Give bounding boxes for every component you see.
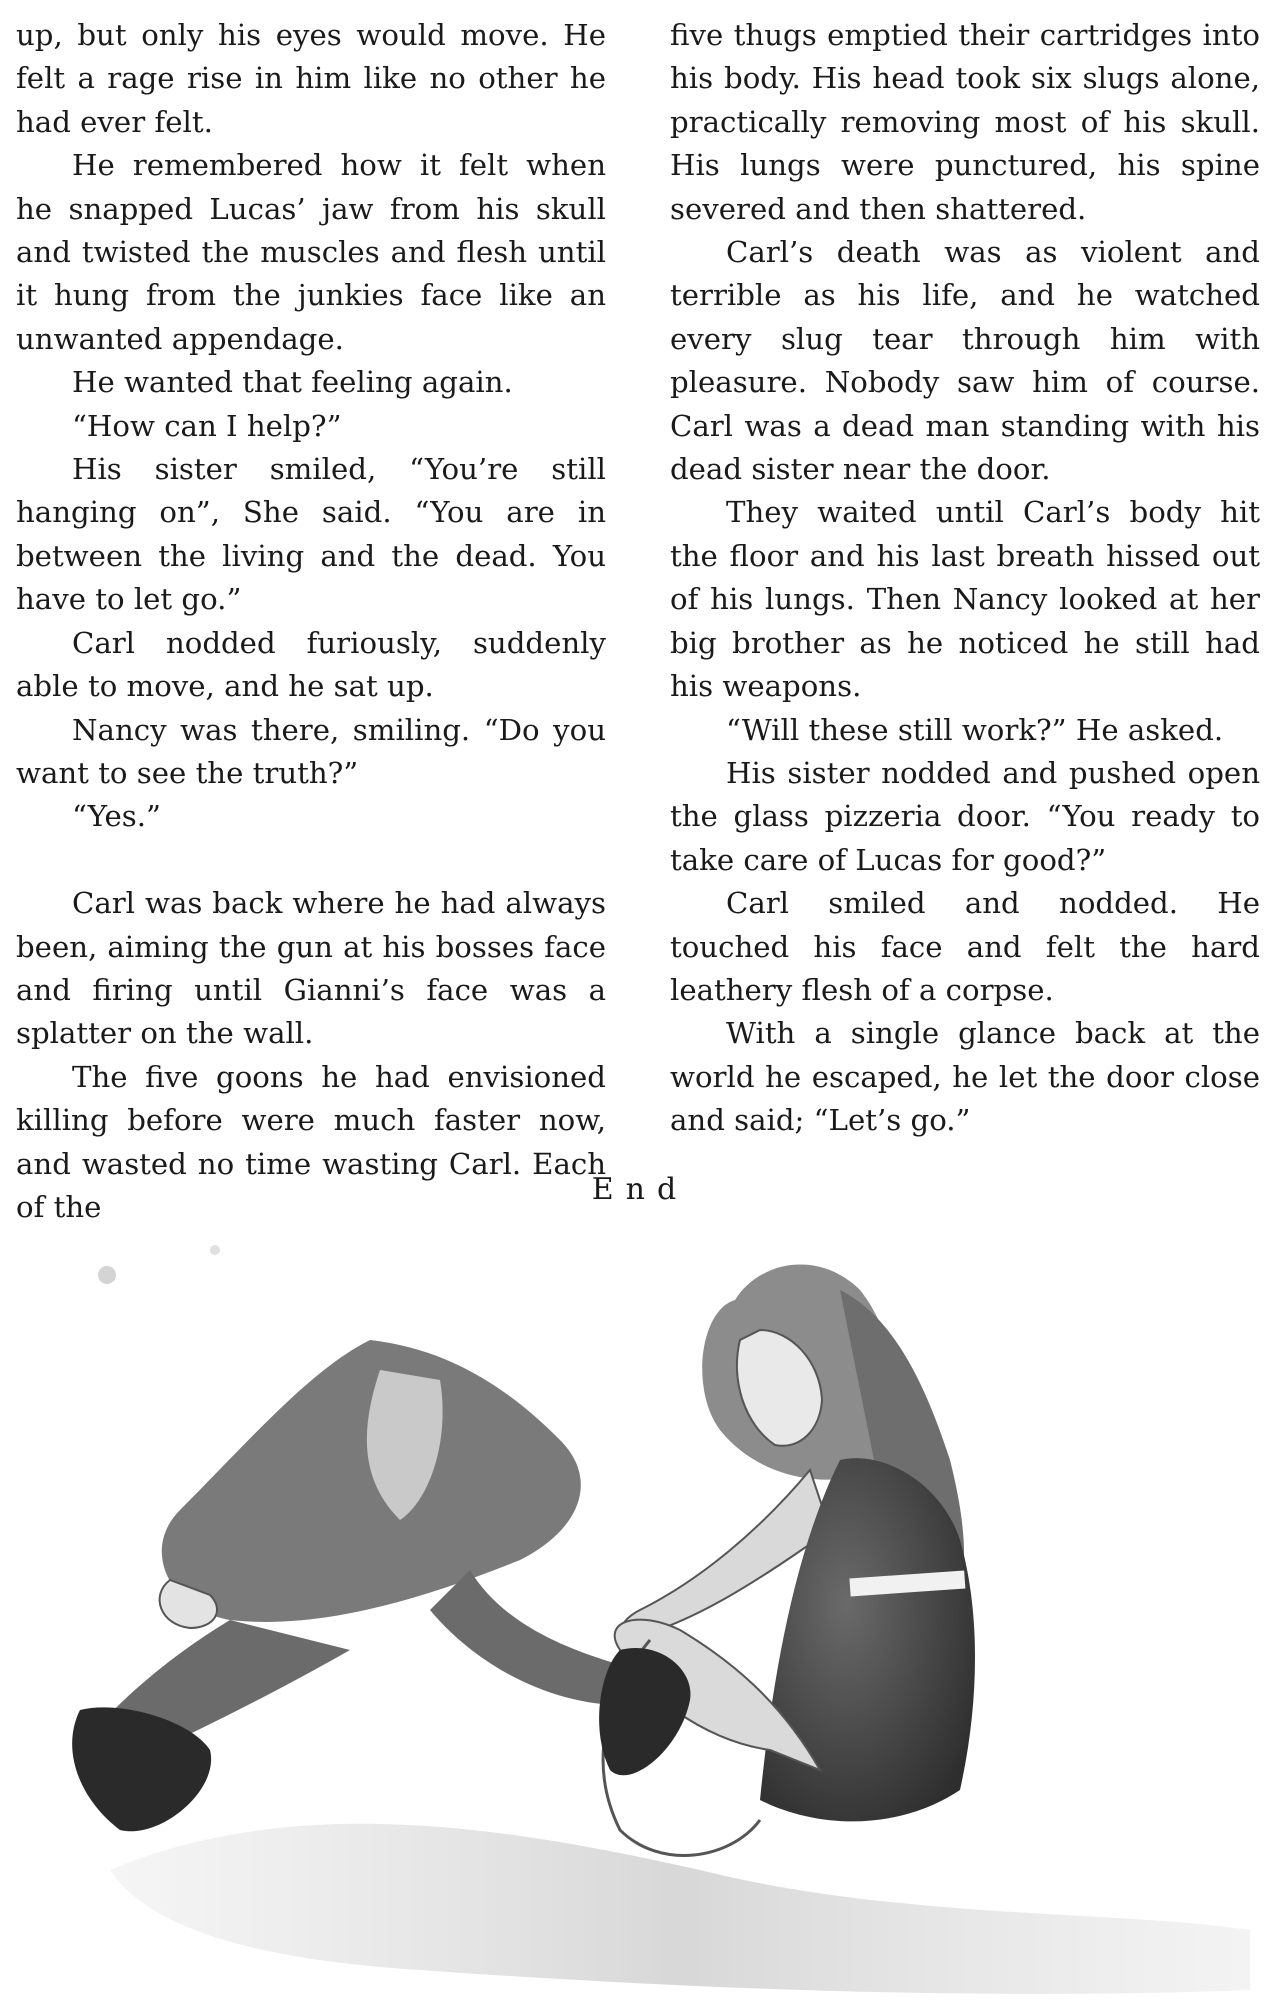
- paragraph: The five goons he had envisioned killing before were much faster now, and wasted no time wasting Carl. Each of the: [16, 1059, 606, 1224]
- paragraph: five thugs emptied their cartridges into his body. His head took six slugs alone, practically removing most of his skull. His lungs were punctured, his spine severed and then shattered.: [670, 18, 1260, 226]
- paragraph: With a single glance back at the world he escaped, he let the door close and said; “Let’s go.”: [670, 1016, 1260, 1138]
- paragraph: “How can I help?”: [72, 408, 342, 443]
- paragraph: up, but only his eyes would move. He felt a rage rise in him like no other he had ever felt.: [16, 18, 606, 139]
- paragraph: Carl was back where he had always been, aiming the gun at his bosses face and firing until Gianni’s face was a splatter on the wall.: [16, 886, 606, 1051]
- ink-speckle: [210, 1245, 220, 1255]
- ink-illustration: [0, 1230, 1280, 2012]
- paragraph: He wanted that feeling again.: [72, 365, 513, 400]
- paragraph: “Will these still work?” He asked.: [726, 712, 1224, 747]
- paragraph: They waited until Carl’s body hit the floor and his last breath hissed out of his lungs. Then Nancy looked at her big brother as he noticed he still had his weapons.: [670, 495, 1260, 704]
- paragraph: Carl’s death was as violent and terrible as his life, and he watched every slug tear through him with pleasure. Nobody saw him of course. Carl was a dead man standing with his dead sister near the door.: [670, 235, 1260, 487]
- man-jacket: [162, 1340, 581, 1622]
- paragraph: His sister smiled, “You’re still hanging on”, She said. “You are in between the living and the dead. You have to let go.”: [16, 452, 606, 617]
- paragraph: Nancy was there, smiling. “Do you want to see the truth?”: [16, 712, 606, 790]
- left-text-column: [16, 14, 606, 1229]
- end-label: End: [591, 1172, 689, 1207]
- ink-speckle: [98, 1266, 116, 1284]
- paragraph: Carl smiled and nodded. He touched his face and felt the hard leathery flesh of a corpse.: [670, 886, 1260, 1007]
- paragraph: He remembered how it felt when he snapped Lucas’ jaw from his skull and twisted the muscles and flesh until it hung from the junkies face like an unwanted appendage.: [16, 148, 606, 356]
- paragraph: “Yes.”: [72, 799, 161, 834]
- floor-shadow: [110, 1824, 1250, 1994]
- paragraph: His sister nodded and pushed open the glass pizzeria door. “You ready to take care of Lucas for good?”: [670, 755, 1260, 877]
- paragraph: Carl nodded furiously, suddenly able to move, and he sat up.: [16, 625, 606, 704]
- man-shoe-right: [599, 1648, 690, 1775]
- right-text-column: [670, 14, 1260, 1143]
